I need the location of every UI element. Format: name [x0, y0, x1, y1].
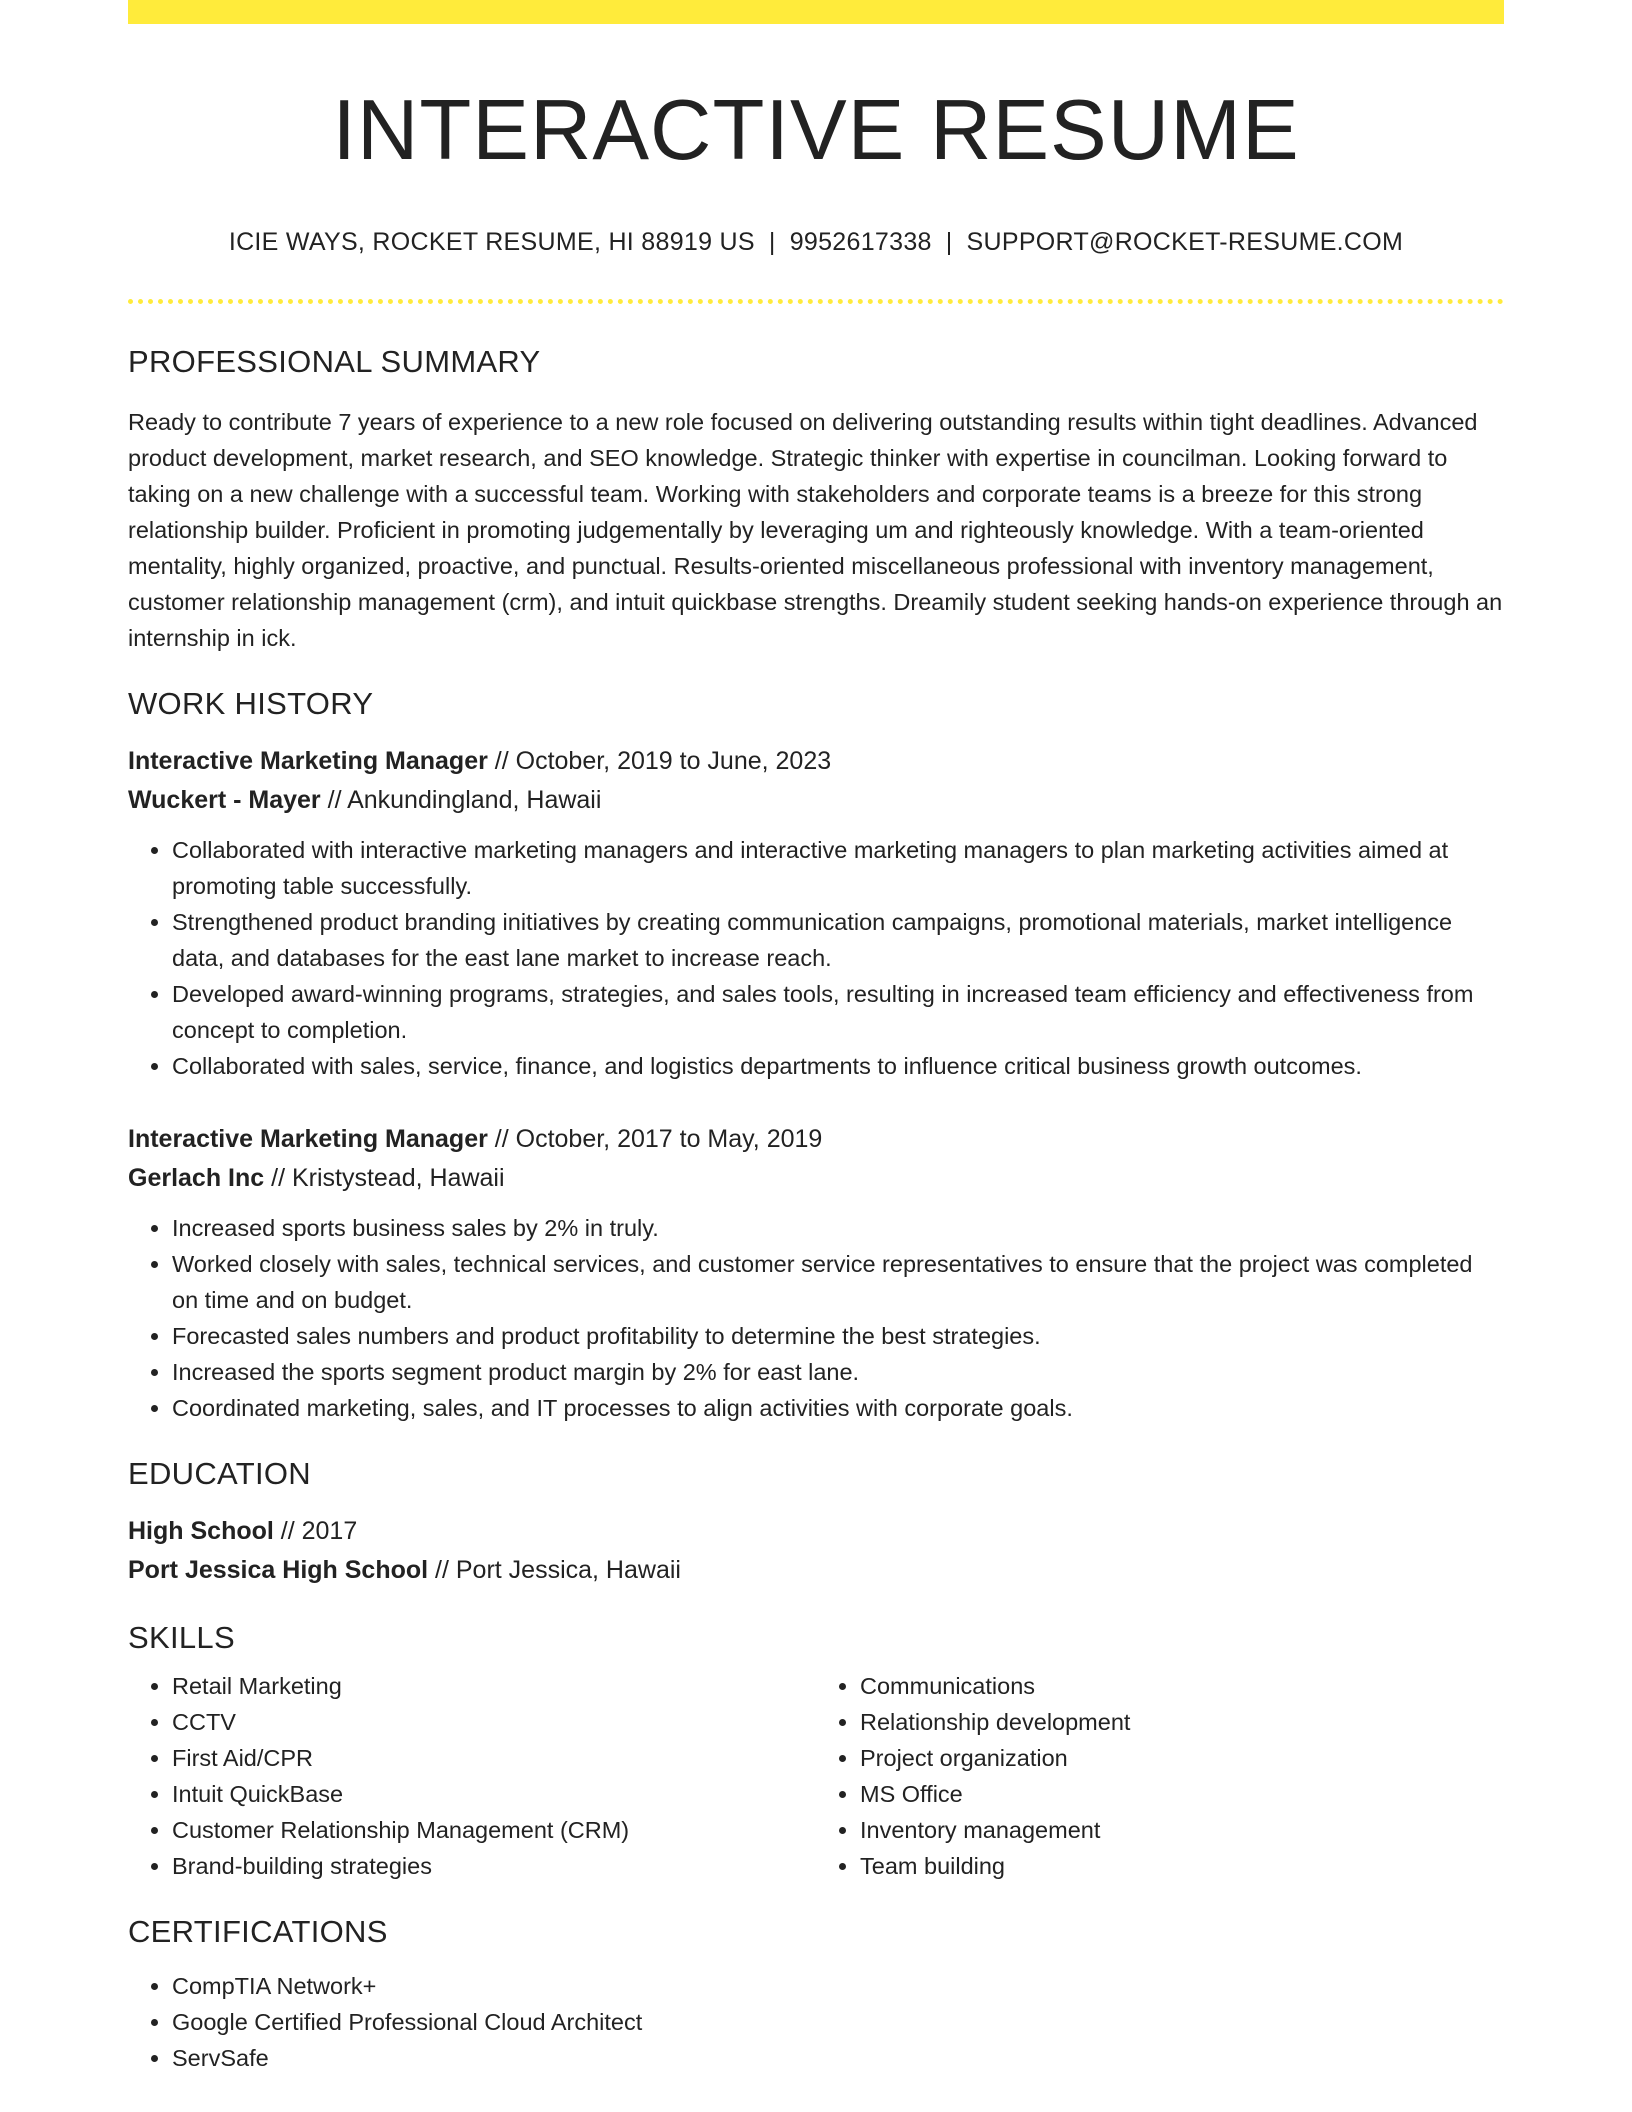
skill-item: • Customer Relationship Management (CRM)	[172, 1812, 816, 1848]
job-title-line	[128, 742, 1504, 781]
skill-item: • Team building	[860, 1848, 1504, 1884]
dotted-divider	[128, 299, 1504, 304]
job-bullet: • Collaborated with sales, service, finance, and logistics departments to influence critical business growth outcomes.	[172, 1048, 1504, 1084]
education-school: Port Jessica High School	[128, 1555, 429, 1584]
job-location: // Kristystead, Hawaii	[264, 1163, 505, 1192]
skill-item: • Communications	[860, 1668, 1504, 1704]
skills-list-left	[128, 1668, 816, 1884]
summary-heading: PROFESSIONAL SUMMARY	[128, 343, 541, 379]
job-company: Wuckert - Mayer	[128, 785, 321, 814]
job-location: // Ankundingland, Hawaii	[320, 785, 602, 814]
education-entry	[128, 1512, 1504, 1590]
contact-phone: 9952617338	[789, 227, 932, 256]
job-company-line	[128, 1159, 1504, 1198]
contact-email: SUPPORT@ROCKET-RESUME.COM	[966, 227, 1404, 256]
skills-grid	[128, 1668, 1504, 1884]
resume-name: INTERACTIVE RESUME	[332, 83, 1300, 178]
skill-item: • Inventory management	[860, 1812, 1504, 1848]
education-degree: High School	[128, 1516, 274, 1545]
job-dates: // October, 2017 to May, 2019	[487, 1124, 823, 1153]
job-company-line	[128, 781, 1504, 820]
contact-separator: |	[768, 227, 776, 256]
job-title-line	[128, 1120, 1504, 1159]
certification-item: • Google Certified Professional Cloud Architect	[172, 2004, 1504, 2040]
job-bullet: • Increased sports business sales by 2% in truly.	[172, 1210, 1504, 1246]
skill-item: • MS Office	[860, 1776, 1504, 1812]
job-bullets	[128, 1210, 1504, 1426]
skill-item: • First Aid/CPR	[172, 1740, 816, 1776]
skill-item: • CCTV	[172, 1704, 816, 1740]
certifications-list	[128, 1968, 1504, 2076]
education-section	[128, 1456, 1504, 1590]
contact-line	[128, 228, 1504, 257]
certification-item: • ServSafe	[172, 2040, 1504, 2076]
skills-list-right	[816, 1668, 1504, 1884]
job-bullet: • Developed award-winning programs, strategies, and sales tools, resulting in increased team efficiency and effectiveness from concept to completion.	[172, 976, 1504, 1048]
job-bullet: • Increased the sports segment product margin by 2% for east lane.	[172, 1354, 1504, 1390]
summary-section	[128, 344, 1504, 656]
skill-item: • Intuit QuickBase	[172, 1776, 816, 1812]
job-bullet: • Strengthened product branding initiatives by creating communication campaigns, promotional materials, market intelligence data, and databases for the east lane market to increase reach.	[172, 904, 1504, 976]
job-title: Interactive Marketing Manager	[128, 1124, 488, 1153]
summary-text: Ready to contribute 7 years of experience to a new role focused on delivering outstanding results within tight deadlines. Advanced product development, market research, and SEO knowledge. Strategic thinker with expertise in councilman. Looking forward to taking on a new challenge with a successful team. Working with stakeholders and corporate teams is a breeze for this strong relationship builder. Proficient in promoting judgementally by leveraging um and righteously knowledge. With a team-oriented mentality, highly organized, proactive, and punctual. Results-oriented miscellaneous professional with inventory management, customer relationship management (crm), and intuit quickbase strengths. Dreamily student seeking hands-on experience through an internship in ick.	[128, 408, 1503, 651]
skill-item: • Relationship development	[860, 1704, 1504, 1740]
contact-separator: |	[945, 227, 953, 256]
work-history-heading: WORK HISTORY	[128, 685, 374, 721]
job-bullet: • Forecasted sales numbers and product profitability to determine the best strategies.	[172, 1318, 1504, 1354]
contact-address: ICIE WAYS, ROCKET RESUME, HI 88919 US	[228, 227, 755, 256]
skill-item: • Project organization	[860, 1740, 1504, 1776]
job-dates: // October, 2019 to June, 2023	[487, 746, 832, 775]
education-heading: EDUCATION	[128, 1455, 311, 1491]
resume-page	[128, 0, 1504, 2076]
skill-item: • Brand-building strategies	[172, 1848, 816, 1884]
job-bullet: • Coordinated marketing, sales, and IT processes to align activities with corporate goals.	[172, 1390, 1504, 1426]
skill-item: • Retail Marketing	[172, 1668, 816, 1704]
skills-heading: SKILLS	[128, 1619, 235, 1655]
education-year: // 2017	[273, 1516, 358, 1545]
skills-section	[128, 1620, 1504, 1884]
certifications-heading: CERTIFICATIONS	[128, 1913, 388, 1949]
education-school-line	[128, 1551, 1504, 1590]
education-degree-line	[128, 1512, 1504, 1551]
job-title: Interactive Marketing Manager	[128, 746, 488, 775]
top-accent-bar	[128, 0, 1504, 24]
job-bullet: • Collaborated with interactive marketing managers and interactive marketing managers to plan marketing activities aimed at promoting table successfully.	[172, 832, 1504, 904]
education-location: // Port Jessica, Hawaii	[428, 1555, 681, 1584]
job-bullet: • Worked closely with sales, technical services, and customer service representatives to ensure that the project was completed on time and on budget.	[172, 1246, 1504, 1318]
job-company: Gerlach Inc	[128, 1163, 265, 1192]
job-entry	[128, 742, 1504, 1084]
job-entry	[128, 1120, 1504, 1426]
work-history-section	[128, 686, 1504, 1426]
certifications-section	[128, 1914, 1504, 2076]
job-bullets	[128, 832, 1504, 1084]
certification-item: • CompTIA Network+	[172, 1968, 1504, 2004]
